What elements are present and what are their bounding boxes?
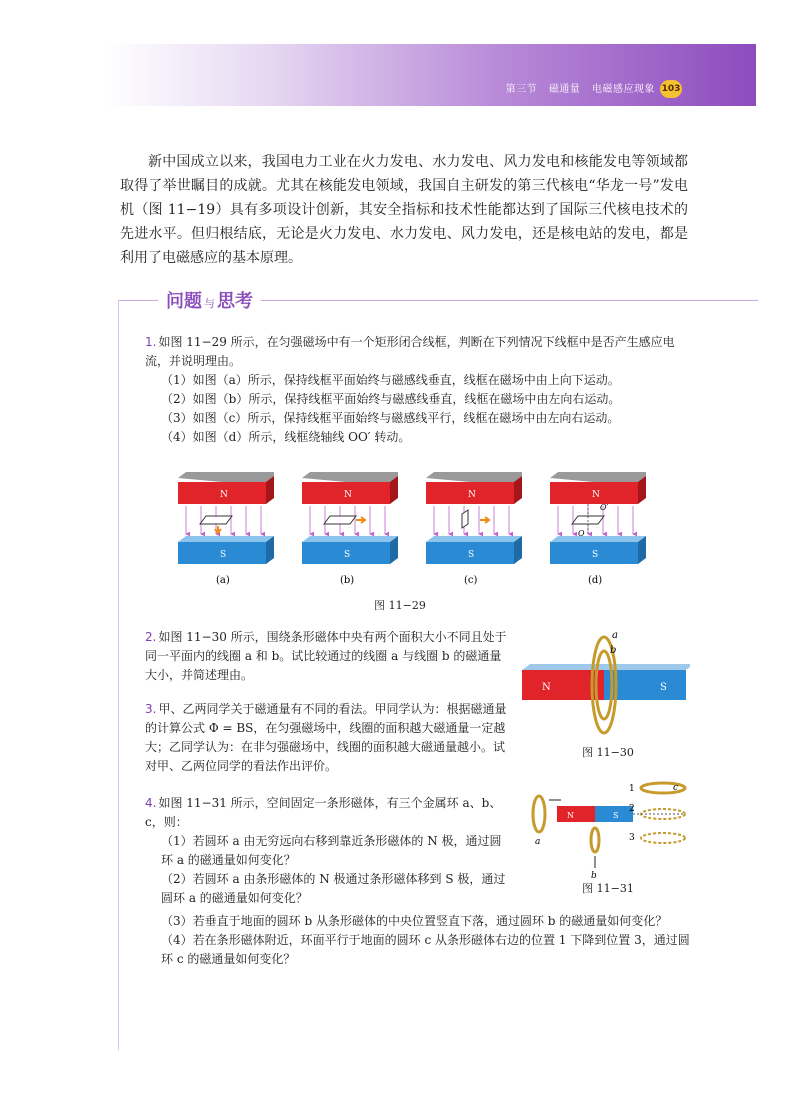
label-c: c (673, 783, 679, 793)
sub-question: （4）如图（d）所示，线框绕轴线 OO′ 转动。 (161, 430, 411, 444)
position-1: 1 (629, 784, 635, 794)
section-side-rule (118, 300, 119, 1050)
magnet-n-label: N (468, 490, 476, 500)
sub-question: （1）若圆环 a 由无穷远向右移到靠近条形磁体的 N 极，通过圆环 a 的磁通量如何变化？ (161, 834, 502, 867)
figure-11-31 (525, 780, 695, 880)
magnet-s-label: S (468, 550, 475, 560)
question-number: 4. (145, 796, 157, 810)
ring-c-pos1 (641, 783, 685, 793)
sub-question: （2）如图（b）所示，保持线框平面始终与磁感线垂直，线框在磁场中由左向右运动。 (161, 392, 621, 406)
header-subtitle: 电磁感应现象 (592, 84, 655, 95)
magnet-s-label: S (592, 550, 599, 560)
field-panel (550, 472, 646, 586)
magnet-s-label: S (660, 682, 667, 693)
figure-caption: 图 11−30 (582, 746, 634, 759)
magnet-n-label: N (220, 490, 228, 500)
header-band (105, 44, 756, 106)
magnet-s-label: S (613, 811, 619, 820)
figure-11-29 (170, 468, 650, 593)
subfigure-label: (a) (216, 575, 230, 586)
figure-caption: 图 11−31 (582, 882, 634, 895)
motion-arrow (356, 517, 365, 523)
sub-question: （2）若圆环 a 由条形磁体的 N 极通过条形磁体移到 S 极，通过圆环 a 的磁通量如何变化？ (161, 872, 506, 905)
field-panel (426, 472, 522, 586)
question-number: 3. (145, 702, 157, 716)
motion-arrow (480, 517, 489, 523)
sub-question: （3）如图（c）所示，保持线框平面始终与磁感线平行，线框在磁场中由左向右运动。 (161, 411, 620, 425)
sub-question: （1）如图（a）所示，保持线框平面始终与磁感线垂直，线框在磁场中由上向下运动。 (161, 373, 620, 387)
sub-question: （4）若在条形磁体附近，环面平行于地面的圆环 c 从条形磁体右边的位置 1 下降到位置 3，通过圆环 c 的磁通量如何变化？ (161, 933, 690, 966)
intro-paragraph: 新中国成立以来，我国电力工业在火力发电、水力发电、风力发电和核能发电等领域都取得了举世瞩目的成就。尤其在核能发电领域，我国自主研发的第三代核电“华龙一号”发电机（图 11−19）具有多项设计创新，其安全指标和技术性能都达到了国际三代核电技术的先进水平。但归根结底，无论是火力发电、水力发电、风力发电，还是核电站的发电，都是利用了电磁感应的基本原理。 (120, 154, 688, 266)
label-b: b (591, 871, 597, 880)
question-4-continued (161, 912, 696, 969)
question-number: 1. (145, 335, 157, 349)
question-stem: 如图 11−29 所示，在匀强磁场中有一个矩形闭合线框，判断在下列情况下线框中是否产生感应电流，并说明理由。 (145, 335, 675, 368)
field-panel (302, 472, 398, 586)
label-b: b (610, 645, 617, 656)
field-panel (178, 472, 274, 586)
figure-caption: 图 11−29 (374, 599, 426, 612)
header-title: 磁通量 (548, 84, 581, 95)
magnet-n-label: N (592, 490, 600, 500)
ring-a (533, 796, 545, 832)
label-a: a (612, 630, 618, 641)
magnet-n-label: N (542, 682, 551, 693)
question-number: 2. (145, 630, 157, 644)
header-section: 第三节 (505, 84, 538, 95)
ring-b (591, 828, 599, 852)
axis-label-o2: O′ (600, 503, 609, 512)
wire-frame (462, 510, 468, 528)
magnet-north-pole (557, 806, 595, 822)
magnet-s-label: S (344, 550, 351, 560)
running-header (498, 80, 655, 95)
section-heading: 问题 与 思考 (158, 287, 261, 313)
position-2: 2 (629, 804, 635, 814)
magnet-n-label: N (344, 490, 352, 500)
figure-11-30 (520, 628, 690, 738)
subfigure-label: (c) (464, 575, 478, 586)
question-text: 如图 11−30 所示，围绕条形磁体中央有两个面积大小不同且处于同一平面内的线圈 a 和 b。试比较通过的线圈 a 与线圈 b 的磁通量大小，并简述理由。 (145, 630, 507, 682)
question-4 (145, 794, 513, 908)
question-stem: 如图 11−31 所示，空间固定一条形磁体，有三个金属环 a、b、c，则： (145, 796, 502, 829)
axis-label-o: O (578, 529, 585, 538)
subfigure-label: (d) (588, 575, 603, 586)
question-1 (145, 333, 690, 447)
position-3: 3 (629, 833, 635, 843)
page-number: 103 (660, 80, 682, 98)
sub-question: （3）若垂直于地面的圆环 b 从条形磁体的中央位置竖直下落，通过圆环 b 的磁通量如何变化？ (161, 914, 668, 928)
question-text: 甲、乙两同学关于磁通量有不同的看法。甲同学认为：根据磁通量的计算公式 Φ = BS，在匀强磁场中，线圈的面积越大磁通量一定越大；乙同学认为：在非匀强磁场中，线圈的面积越大磁通量越小。试对甲、乙两位同学的看法作出评价。 (145, 702, 507, 773)
wire-frame (200, 516, 232, 524)
magnet-n-label: N (567, 811, 574, 820)
question-2 (145, 628, 513, 685)
question-3 (145, 700, 513, 776)
magnet-s-label: S (220, 550, 227, 560)
label-a: a (535, 837, 541, 847)
wire-frame (324, 516, 356, 524)
ring-c-pos3 (641, 833, 685, 843)
subfigure-label: (b) (340, 575, 355, 586)
